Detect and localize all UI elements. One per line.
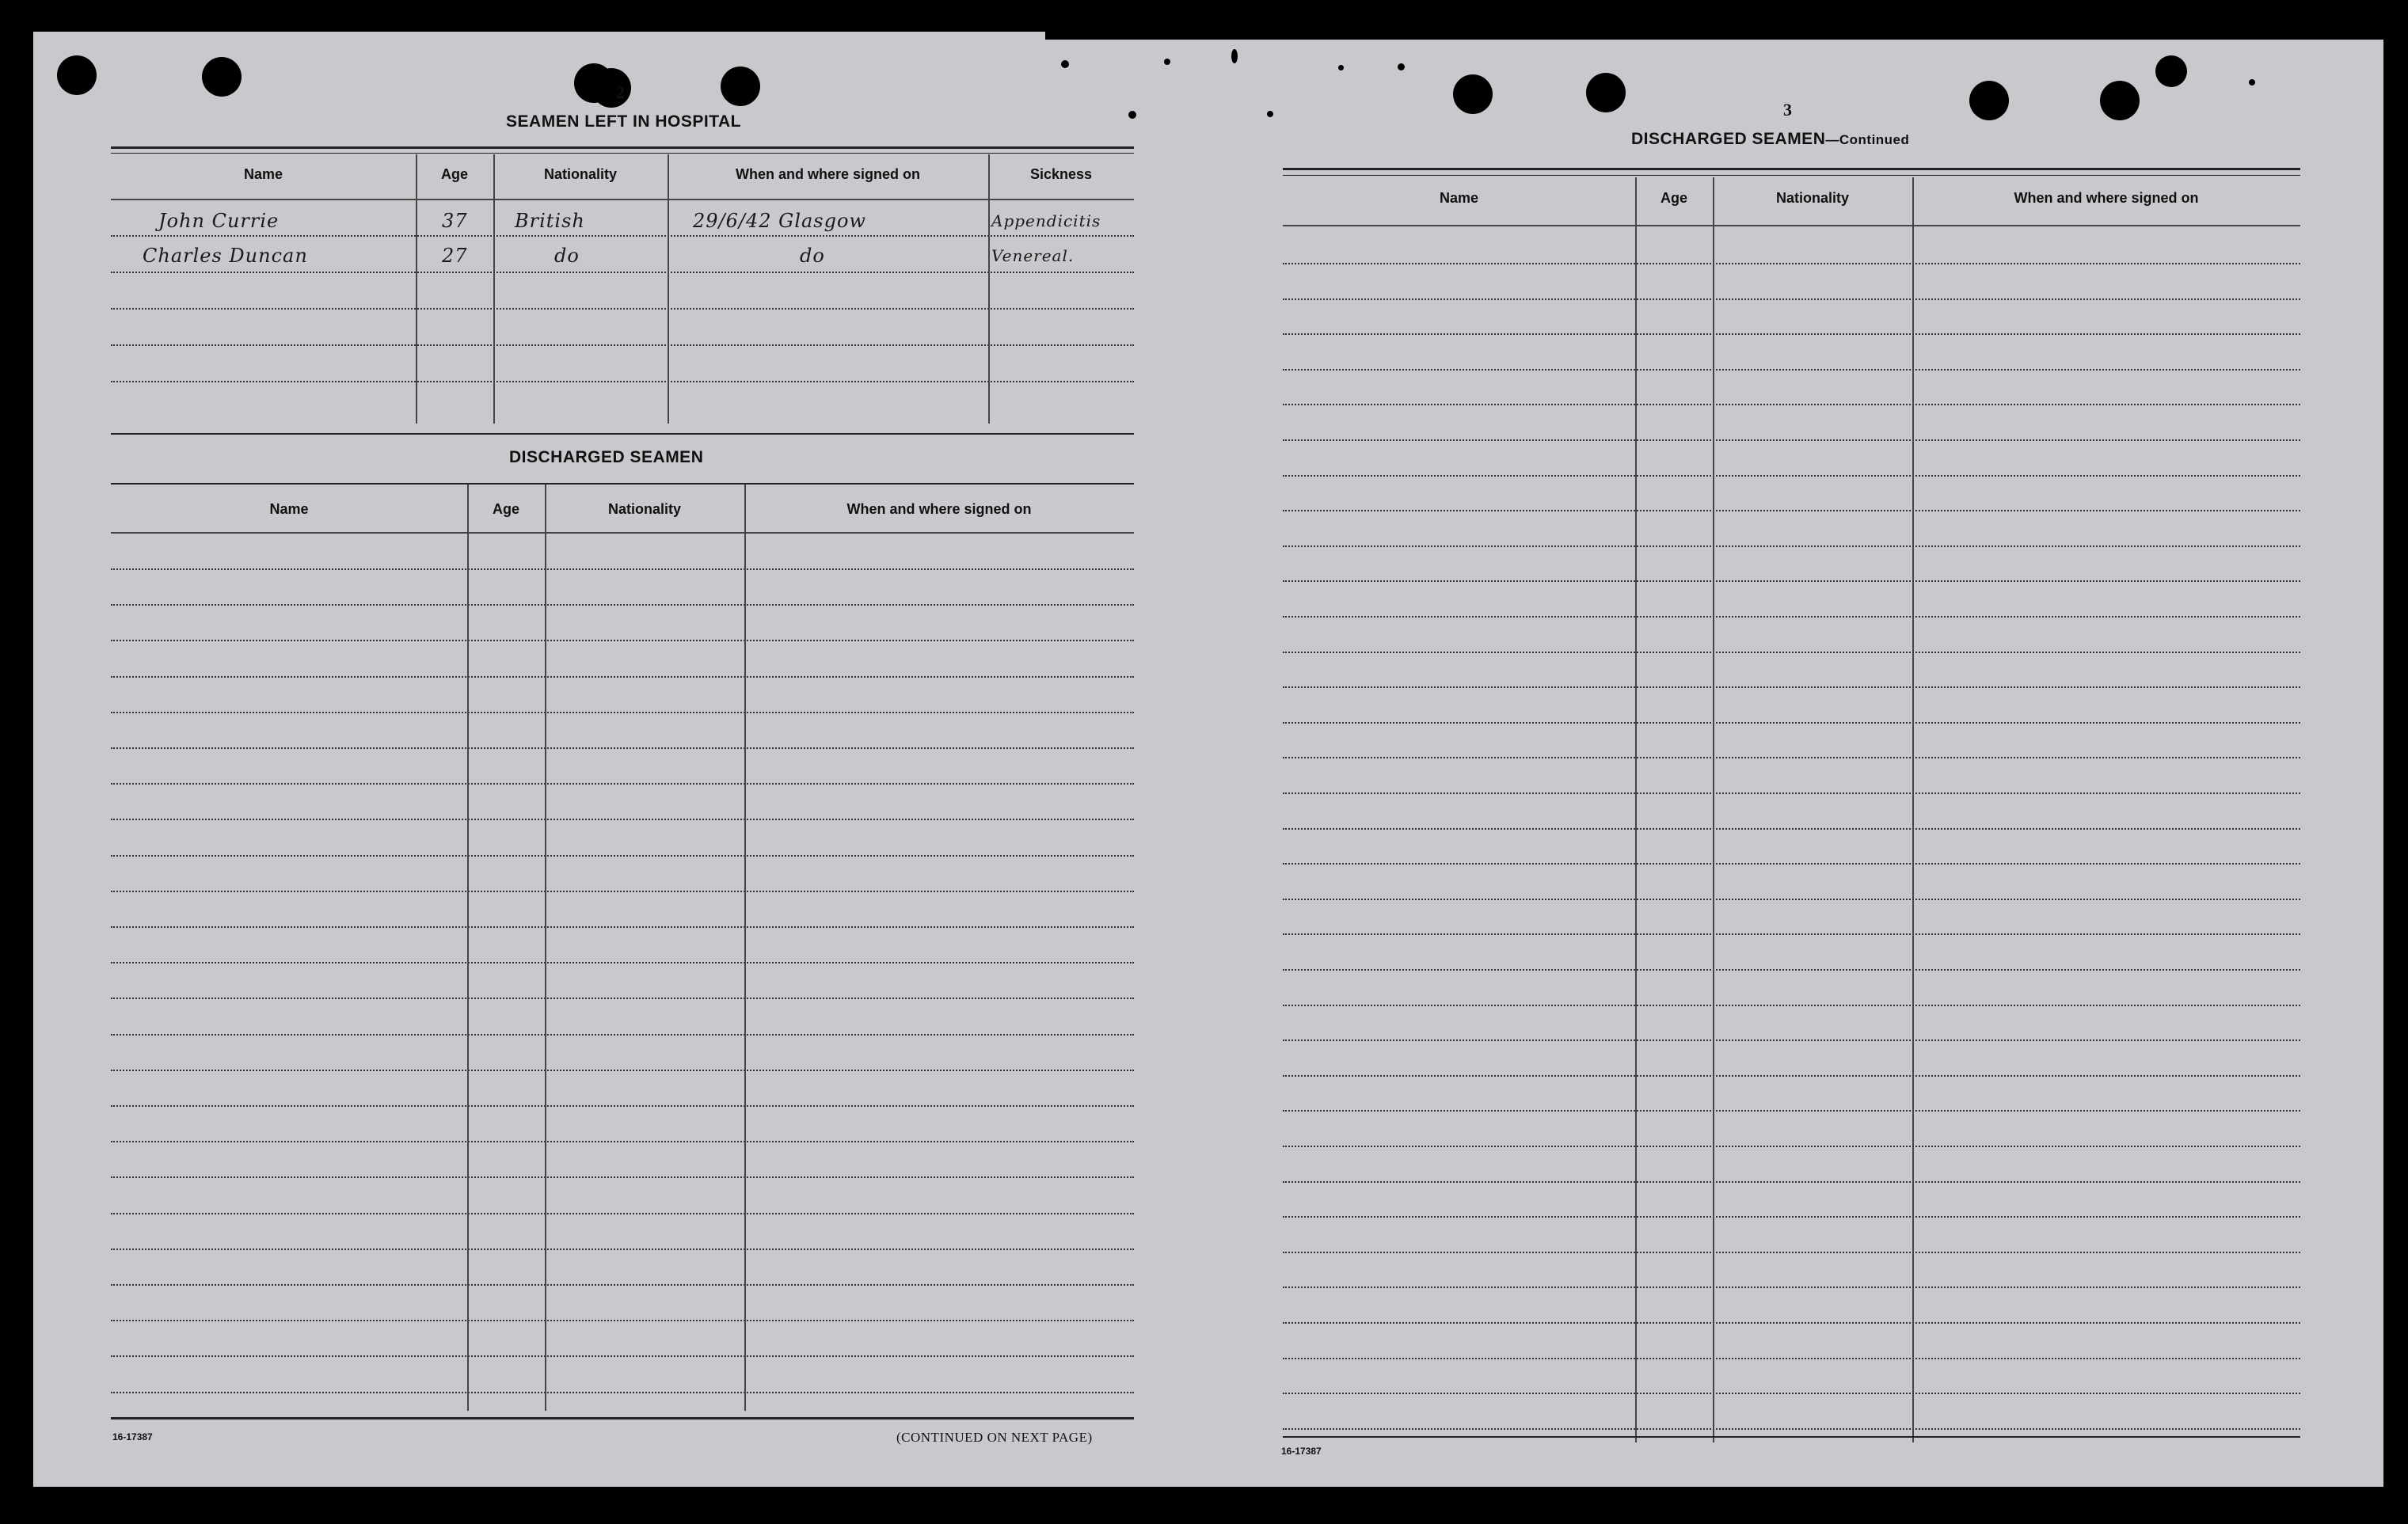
row-line — [111, 1141, 1134, 1142]
row-line — [1283, 863, 2300, 865]
ink-speck — [1338, 65, 1344, 70]
row-line — [1283, 828, 2300, 830]
row-line — [1283, 652, 2300, 653]
row-line — [111, 891, 1134, 892]
continued-note: (CONTINUED ON NEXT PAGE) — [896, 1430, 1093, 1445]
row-line — [111, 747, 1134, 749]
row-line — [111, 926, 1134, 928]
row-line — [1283, 969, 2300, 971]
table-bottom-rule — [1283, 1436, 2300, 1438]
row-line — [111, 1320, 1134, 1321]
handwritten-nationality: do — [554, 245, 580, 267]
row-line — [111, 676, 1134, 678]
column-divider — [668, 154, 669, 424]
column-header-age: Age — [492, 500, 519, 517]
handwritten-signed-on: 29/6/42 Glasgow — [693, 210, 866, 232]
column-header-signed-on: When and where signed on — [846, 500, 1032, 517]
handwritten-age: 37 — [442, 210, 468, 232]
column-divider — [1635, 177, 1637, 1442]
row-line — [1283, 1039, 2300, 1041]
row-line — [111, 1248, 1134, 1250]
form-number: 16-17387 — [1281, 1446, 1322, 1457]
header-rule — [111, 199, 1134, 200]
column-header-age: Age — [440, 165, 468, 182]
row-line — [1283, 1428, 2300, 1430]
column-divider — [493, 154, 495, 424]
column-header-signed-on: When and where signed on — [2014, 189, 2199, 206]
hospital-table — [111, 146, 1134, 435]
row-line — [111, 855, 1134, 857]
row-line — [1283, 1075, 2300, 1077]
column-header-age: Age — [1660, 189, 1687, 206]
row-line — [1283, 933, 2300, 935]
row-line — [111, 1284, 1134, 1286]
column-header-nationality: Nationality — [607, 500, 681, 517]
row-line — [111, 1070, 1134, 1071]
handwritten-sickness: Venereal. — [991, 246, 1075, 265]
column-header-signed-on: When and where signed on — [735, 165, 920, 182]
row-line — [1283, 722, 2300, 724]
row-line — [111, 1355, 1134, 1357]
header-rule — [111, 532, 1134, 534]
handwritten-nationality: British — [515, 210, 585, 232]
discharged-section-title: DISCHARGED SEAMEN — [509, 448, 704, 466]
row-line — [1283, 1146, 2300, 1147]
row-line — [1283, 616, 2300, 618]
ink-speck — [2249, 79, 2255, 86]
row-line — [1283, 1286, 2300, 1288]
row-line — [111, 962, 1134, 963]
row-line — [1283, 1181, 2300, 1183]
title-text: DISCHARGED SEAMEN — [1631, 130, 1826, 148]
table-bottom-rule — [111, 433, 1134, 435]
column-divider — [1713, 177, 1714, 1442]
row-line — [111, 1392, 1134, 1393]
row-line — [1283, 1252, 2300, 1253]
column-header-name: Name — [269, 500, 309, 517]
row-line — [1283, 1358, 2300, 1359]
row-line — [1283, 263, 2300, 264]
column-divider — [416, 154, 417, 424]
column-header-nationality: Nationality — [1775, 189, 1849, 206]
handwritten-signed-on: do — [800, 245, 825, 267]
column-header-sickness: Sickness — [1029, 165, 1093, 182]
row-line — [1283, 899, 2300, 900]
handwritten-name: Charles Duncan — [143, 245, 308, 267]
row-line — [1283, 1393, 2300, 1394]
table-bottom-rule — [111, 1417, 1134, 1419]
punch-hole — [57, 55, 97, 95]
handwritten-age: 27 — [442, 245, 468, 267]
row-line — [111, 998, 1134, 999]
ink-speck — [1267, 111, 1273, 117]
column-divider — [744, 485, 746, 1411]
handwritten-name: John Currie — [158, 210, 280, 232]
row-line — [111, 640, 1134, 641]
row-line — [111, 1176, 1134, 1178]
punch-hole — [1453, 74, 1493, 114]
row-line — [1283, 1322, 2300, 1324]
row-line — [1283, 439, 2300, 441]
row-line — [111, 604, 1134, 606]
page-number: 2 — [616, 82, 625, 102]
row-line — [111, 308, 1134, 310]
row-line — [111, 1213, 1134, 1214]
ink-speck — [1061, 60, 1069, 68]
row-line — [1283, 475, 2300, 477]
column-header-name: Name — [243, 165, 283, 182]
punch-hole — [1969, 81, 2009, 120]
row-line — [111, 783, 1134, 785]
row-line — [1283, 545, 2300, 547]
title-suffix: —Continued — [1825, 132, 1910, 147]
row-line — [1283, 757, 2300, 758]
ink-speck — [1164, 59, 1170, 65]
punch-hole — [592, 68, 631, 108]
row-line — [1283, 510, 2300, 511]
discharged-continued-title — [1631, 130, 1909, 149]
column-divider — [1912, 177, 1914, 1442]
ink-speck — [1398, 63, 1405, 70]
torn-edge — [1045, 29, 2383, 40]
row-line — [111, 235, 1134, 237]
row-line — [111, 1105, 1134, 1107]
column-header-name: Name — [1439, 189, 1479, 206]
punch-hole — [1586, 73, 1626, 112]
column-header-nationality: Nationality — [543, 165, 617, 182]
row-line — [111, 344, 1134, 346]
punch-hole — [2155, 55, 2187, 87]
header-rule — [1283, 225, 2300, 226]
row-line — [1283, 686, 2300, 688]
row-line — [111, 1034, 1134, 1036]
punch-hole — [202, 57, 242, 97]
hospital-section-title: SEAMEN LEFT IN HOSPITAL — [506, 112, 741, 131]
page-number: 3 — [1783, 100, 1792, 120]
column-divider — [988, 154, 990, 424]
form-number: 16-17387 — [112, 1431, 153, 1442]
column-divider — [545, 485, 546, 1411]
row-line — [111, 272, 1134, 273]
row-line — [1283, 1110, 2300, 1112]
row-line — [111, 568, 1134, 570]
row-line — [111, 819, 1134, 820]
row-line — [1283, 369, 2300, 371]
column-divider — [467, 485, 469, 1411]
punch-hole — [721, 67, 760, 106]
row-line — [1283, 792, 2300, 794]
discharged-table-right — [1283, 168, 2300, 1435]
ink-speck — [1231, 49, 1238, 63]
row-line — [1283, 1216, 2300, 1218]
row-line — [1283, 333, 2300, 335]
handwritten-sickness: Appendicitis — [991, 211, 1101, 230]
discharged-table-left — [111, 483, 1134, 1417]
row-line — [111, 712, 1134, 713]
row-line — [1283, 404, 2300, 405]
row-line — [111, 381, 1134, 382]
punch-hole — [2100, 81, 2140, 120]
row-line — [1283, 580, 2300, 582]
row-line — [1283, 1005, 2300, 1006]
row-line — [1283, 298, 2300, 300]
